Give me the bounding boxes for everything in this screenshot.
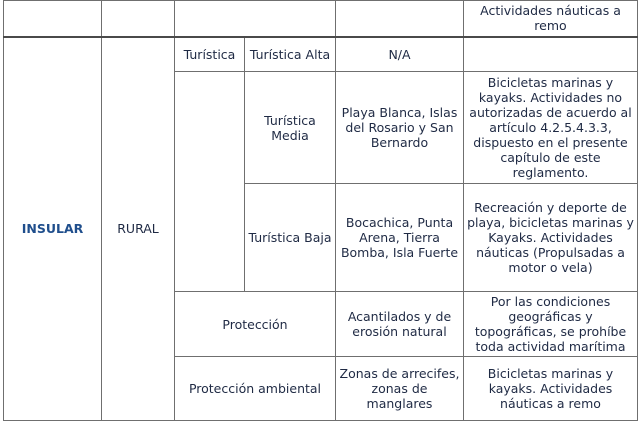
category-cell-continued [175, 72, 245, 292]
places-cell: Zonas de arrecifes, zonas de manglares [336, 357, 464, 421]
activities-cell: Bicicletas marinas y kayaks. Actividades náuticas a remo [464, 357, 638, 421]
places-cell: Bocachica, Punta Arena, Tierra Bomba, Isla Fuerte [336, 184, 464, 292]
subcategory-cell: Turística Alta [245, 37, 336, 72]
activities-cell: Por las condiciones geográficas y topográficas, se prohíbe toda actividad marítima [464, 292, 638, 357]
subcategory-cell: Turística Baja [245, 184, 336, 292]
zone-cell: INSULAR [4, 37, 102, 421]
subcategory-cell: Turística Media [245, 72, 336, 184]
activities-cell: Recreación y deporte de playa, bicicletas marinas y Kayaks. Actividades náuticas (Propulsadas a motor o vela) [464, 184, 638, 292]
empty-cell [175, 1, 336, 37]
category-cell: Turística [175, 37, 245, 72]
places-cell: Acantilados y de erosión natural [336, 292, 464, 357]
area-cell: RURAL [102, 37, 175, 421]
table-row [4, 1, 638, 37]
zoning-table [3, 0, 638, 421]
category-cell: Protección ambiental [175, 357, 336, 421]
empty-cell [4, 1, 102, 37]
category-cell: Protección [175, 292, 336, 357]
empty-cell [102, 1, 175, 37]
empty-cell [336, 1, 464, 37]
activities-cell: Bicicletas marinas y kayaks. Actividades no autorizadas de acuerdo al artículo 4.2.5.4.3.3, dispuesto en el presente capítulo de este reglamento. [464, 72, 638, 184]
places-cell: Playa Blanca, Islas del Rosario y San Bernardo [336, 72, 464, 184]
activities-cell: Actividades náuticas a remo [464, 1, 638, 37]
table-row [4, 37, 638, 72]
places-cell: N/A [336, 37, 464, 72]
activities-cell [464, 37, 638, 72]
